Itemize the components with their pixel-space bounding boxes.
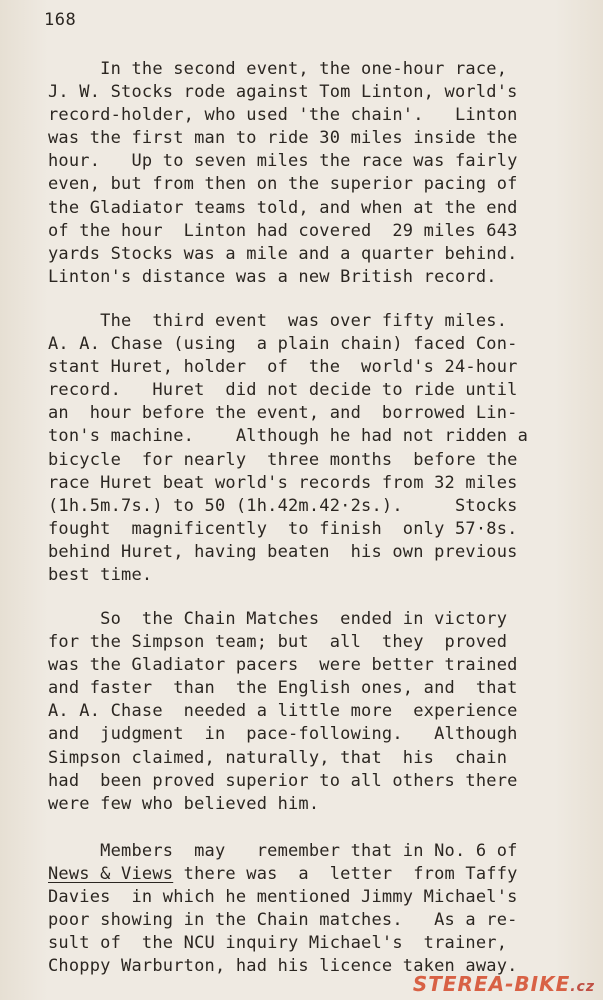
text-fragment: there was a letter from Taffy xyxy=(173,864,518,885)
text-line xyxy=(48,840,568,863)
text-line: (1h.5m.7s.) to 50 (1h.42m.42·2s.). Stocks xyxy=(48,495,518,516)
text-line: J. W. Stocks rode against Tom Linton, world's xyxy=(48,82,518,103)
text-line: behind Huret, having beaten his own previous xyxy=(48,541,518,562)
text-line: In the second event, the one-hour race, xyxy=(48,59,508,79)
publication-title: News & Views xyxy=(48,864,174,885)
watermark-logo xyxy=(413,972,595,996)
text-line: best time. xyxy=(48,565,153,586)
text-line: So the Chain Matches ended in victory xyxy=(48,609,508,629)
text-fragment: Members may remember that in No. 6 of xyxy=(48,841,518,861)
text-line: of the hour Linton had covered 29 miles 643 xyxy=(48,220,518,241)
text-line: Linton's distance was a new British record. xyxy=(48,266,497,287)
paragraph-fifty-miles xyxy=(48,310,568,587)
text-line: A. A. Chase needed a little more experience xyxy=(48,701,518,722)
text-line: an hour before the event, and borrowed Lin- xyxy=(48,403,518,424)
text-line: Choppy Warburton, had his licence taken away. xyxy=(48,956,518,977)
text-line: Simpson claimed, naturally, that his chain xyxy=(48,747,508,768)
text-line: was the first man to ride 30 miles inside the xyxy=(48,128,518,149)
text-line: record. Huret did not decide to ride until xyxy=(48,380,518,401)
text-line: had been proved superior to all others there xyxy=(48,770,518,791)
paragraph-one-hour-race xyxy=(48,58,568,289)
text-line: was the Gladiator pacers were better trained xyxy=(48,655,518,676)
text-line: Davies in which he mentioned Jimmy Michael's xyxy=(48,887,518,908)
text-line: ton's machine. Although he had not ridden a xyxy=(48,426,529,447)
text-line: were few who believed him. xyxy=(48,793,320,814)
text-line: fought magnificently to finish only 57·8s. xyxy=(48,518,518,539)
text-line: bicycle for nearly three months before the xyxy=(48,449,518,470)
paragraph-members-remember xyxy=(48,840,568,979)
text-line xyxy=(48,863,568,886)
watermark-domain: .cz xyxy=(570,979,595,995)
watermark-brand: STEREA-BIKE xyxy=(412,972,571,996)
text-line: yards Stocks was a mile and a quarter behind. xyxy=(48,243,518,264)
text-line: hour. Up to seven miles the race was fairly xyxy=(48,151,518,172)
text-line: and judgment in pace-following. Although xyxy=(48,724,518,745)
page-number: 168 xyxy=(44,10,77,30)
text-line: The third event was over fifty miles. xyxy=(48,311,508,331)
paragraph-chain-matches xyxy=(48,608,568,816)
text-line: the Gladiator teams told, and when at the end xyxy=(48,197,518,218)
text-line: even, but from then on the superior pacing of xyxy=(48,174,518,195)
text-line: A. A. Chase (using a plain chain) faced Con- xyxy=(48,334,518,355)
text-line: record-holder, who used 'the chain'. Linton xyxy=(48,105,518,126)
text-line: poor showing in the Chain matches. As a re- xyxy=(48,910,518,931)
text-line: and faster than the English ones, and that xyxy=(48,678,518,699)
text-line: sult of the NCU inquiry Michael's trainer, xyxy=(48,933,508,954)
text-line: for the Simpson team; but all they proved xyxy=(48,632,508,653)
text-line: stant Huret, holder of the world's 24-hour xyxy=(48,357,518,378)
text-line: race Huret beat world's records from 32 miles xyxy=(48,472,518,493)
